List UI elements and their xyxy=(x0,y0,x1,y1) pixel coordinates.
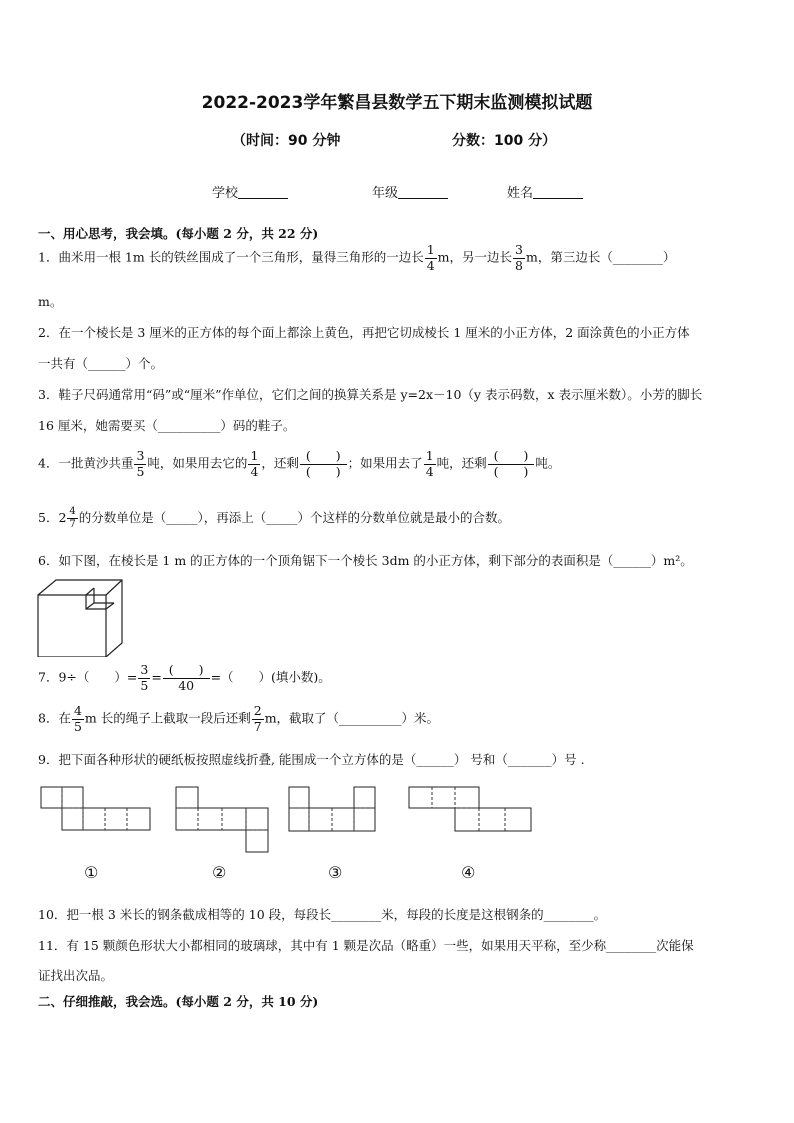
name-field[interactable]: 姓名 xyxy=(507,182,583,201)
net-label-3: ③ xyxy=(328,863,343,882)
question-10: 10．把一根 3 米长的钢条截成相等的 10 段，每段长________米，每段的长度是这根钢条的________。 xyxy=(38,907,607,922)
exam-time: （时间：90 分钟 xyxy=(232,133,341,149)
school-field[interactable]: 学校 xyxy=(212,182,288,201)
exam-score: 分数：100 分） xyxy=(452,133,557,149)
cube-net-1 xyxy=(40,786,152,832)
name-blank[interactable] xyxy=(533,184,583,199)
question-2-cont: 一共有（______）个。 xyxy=(38,356,164,371)
cube-net-2 xyxy=(175,786,271,854)
question-4: 4．一批黄沙共重 $\frac{3}{5}$ 吨，如果用去它的 $\frac{1}{4}$ ，还剩 $\frac{( )}{( )}$ ；如果用去了 $\frac{1}{4}$ 吨，还剩 $\frac{( )}{( )}$ 吨。 xyxy=(38,448,561,479)
question-3-cont: 16 厘米，她需要买（__________）码的鞋子。 xyxy=(38,418,296,433)
question-9: 9．把下面各种形状的硬纸板按照虚线折叠, 能围成一个立方体的是（______） 号和（_______）号 . xyxy=(38,752,585,767)
question-5: 5．2 $\frac{4}{7}$ 的分数单位是（_____），再添上（_____）个这样的分数单位就是最小的合数。 xyxy=(38,506,511,530)
question-1-cont: m。 xyxy=(38,294,63,309)
page-title: 2022-2023学年繁昌县数学五下期末监测模拟试题 xyxy=(201,93,593,113)
grade-blank[interactable] xyxy=(398,184,448,199)
question-3: 3．鞋子尺码通常用“码”或“厘米”作单位，它们之间的换算关系是 y=2x－10（y 表示码数，x 表示厘米数）。小芳的脚长 xyxy=(38,387,703,402)
question-2: 2．在一个棱长是 3 厘米的正方体的每个面上都涂上黄色，再把它切成棱长 1 厘米的小正方体，2 面涂黄色的小正方体 xyxy=(38,325,690,340)
cube-net-4 xyxy=(408,786,534,834)
question-11-cont: 证找出次品。 xyxy=(38,968,114,983)
question-11: 11．有 15 颗颜色形状大小都相同的玻璃球，其中有 1 颗是次品（略重）一些，如果用天平称，至少称________次能保 xyxy=(38,938,694,953)
cube-cut-figure xyxy=(36,577,126,657)
question-8: 8．在 $\frac{4}{5}$ m 长的绳子上截取一段后还剩 $\frac{2}{7}$ m，截取了（__________）米。 xyxy=(38,703,440,734)
net-label-4: ④ xyxy=(461,863,476,882)
school-blank[interactable] xyxy=(238,184,288,199)
cube-net-3 xyxy=(288,786,378,834)
net-label-1: ① xyxy=(84,863,99,882)
section-1-heading: 一、用心思考，我会填。(每小题 2 分，共 22 分) xyxy=(38,226,319,241)
question-7: 7．9÷（ ）= $\frac{3}{5}$ = $\frac{( )}{40}$ =（ ）(填小数)。 xyxy=(38,662,331,693)
net-label-2: ② xyxy=(212,863,227,882)
question-1: 1．曲米用一根 1m 长的铁丝围成了一个三角形，量得三角形的一边长 $\frac{1}{4}$ m，另一边长 $\frac{3}{8}$ m，第三边长（________） xyxy=(38,242,676,273)
grade-field[interactable]: 年级 xyxy=(372,182,448,201)
section-2-heading: 二、仔细推敲，我会选。(每小题 2 分，共 10 分) xyxy=(38,994,319,1009)
question-6: 6．如下图，在棱长是 1 m 的正方体的一个顶角锯下一个棱长 3dm 的小正方体，剩下部分的表面积是（______）m²。 xyxy=(38,553,693,568)
